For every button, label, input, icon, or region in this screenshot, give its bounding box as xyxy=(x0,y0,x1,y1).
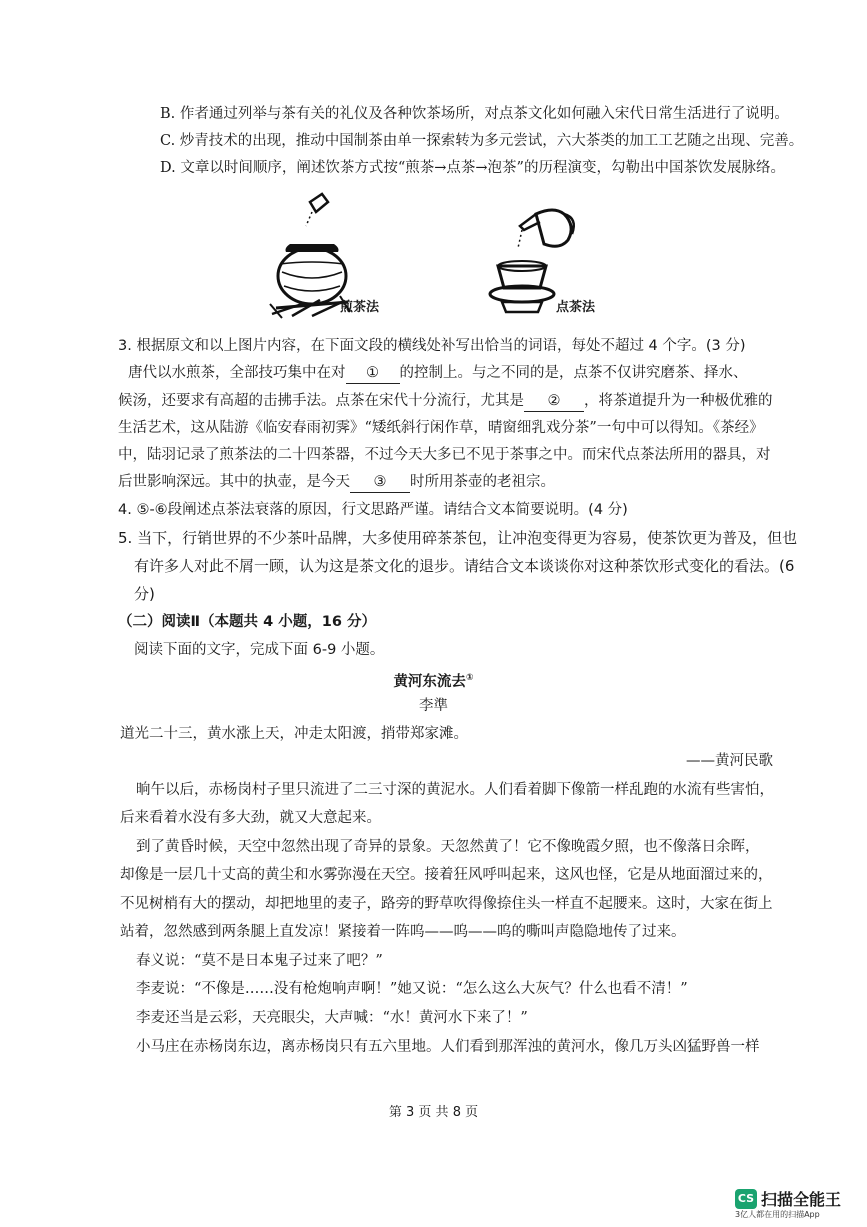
text-segment: 唐代以水煎茶，全部技巧集中在对 xyxy=(128,365,346,381)
epigraph-source: ——黄河民歌 xyxy=(686,753,773,769)
section-2-header: （二）阅读Ⅱ（本题共 4 小题，16 分） xyxy=(118,614,376,630)
blank-3: ③ xyxy=(350,472,410,493)
option-c: C. 炒青技术的出现，推动中国制茶由单一探索转为多元尝试，六大茶类的加工工艺随之出现、完善。 xyxy=(160,133,804,149)
story-title-text: 黄河东流去 xyxy=(393,673,466,690)
scanner-logo-icon: CS xyxy=(735,1189,757,1209)
blank-2: ② xyxy=(524,391,584,412)
boiling-tea-label: 煎茶法 xyxy=(340,300,380,315)
question-3-line: 中，陆羽记录了煎茶法的二十四茶器，不过今天大多已不见于茶事之中。而宋代点茶法所用的器具，对 xyxy=(118,447,771,463)
story-author: 李準 xyxy=(419,698,448,714)
dialogue-line: 李麦还当是云彩，天亮眼尖，大声喊：“水！黄河水下来了！” xyxy=(136,1010,528,1026)
scanner-tagline: 3亿人都在用的扫描App xyxy=(735,1210,820,1219)
section-2-instruction: 阅读下面的文字，完成下面 6-9 小题。 xyxy=(134,642,385,658)
scanner-watermark xyxy=(735,1185,853,1219)
whisked-tea-label: 点茶法 xyxy=(556,300,596,315)
question-3-line xyxy=(118,472,555,493)
dialogue-line: 李麦说：“不像是……没有枪炮响声啊！”她又说：“怎么这么大灰气？什么也看不清！” xyxy=(136,981,688,997)
story-paragraph: 不见树梢有大的摆动，却把地里的麦子，路旁的野草吹得像捺住头一样直不起腰来。这时，大家在街上 xyxy=(120,896,773,912)
story-paragraph: 晌午以后，赤杨岗村子里只流进了二三寸深的黄泥水。人们看着脚下像箭一样乱跑的水流有些害怕， xyxy=(136,782,774,798)
story-paragraph: 小马庄在赤杨岗东边，离赤杨岗只有五六里地。人们看到那浑浊的黄河水，像几万头凶猛野兽一样 xyxy=(136,1039,760,1055)
epigraph: 道光二十三，黄水涨上天，冲走太阳渡，捎带郑家滩。 xyxy=(120,726,468,742)
story-paragraph: 站着，忽然感到两条腿上直发凉！紧接着一阵呜——呜——呜的嘶叫声隐隐地传了过来。 xyxy=(120,924,686,940)
footnote-marker: ① xyxy=(465,673,474,683)
question-3-stem: 3. 根据原文和以上图片内容，在下面文段的横线处补写出恰当的词语，每处不超过 4 个字。(3 分) xyxy=(118,338,746,354)
boiling-tea-illustration xyxy=(262,192,352,322)
blank-1: ① xyxy=(346,363,400,384)
text-segment: ，将茶道提升为一种极优雅的 xyxy=(584,393,773,409)
story-paragraph: 后来看着水没有多大劲，就又大意起来。 xyxy=(120,810,381,826)
question-3-line: 生活艺术，这从陆游《临安春雨初霁》“矮纸斜行闲作草，晴窗细乳戏分茶”一句中可以得知。《茶经》 xyxy=(118,420,764,436)
question-4: 4. ⑤-⑥段阐述点茶法衰落的原因，行文思路严谨。请结合文本简要说明。(4 分) xyxy=(118,502,628,518)
question-3-line xyxy=(118,391,773,412)
story-paragraph: 却像是一层几十丈高的黄尘和水雾弥漫在天空。接着狂风呼叫起来，这风也怪，它是从地面溜过来的， xyxy=(120,867,773,883)
question-5-line: 有许多人对此不屑一顾，认为这是茶文化的退步。请结合文本谈谈你对这种茶饮形式变化的看法。(6 xyxy=(134,557,795,575)
question-5-line: 分) xyxy=(134,585,155,603)
scanner-app-name: 扫描全能王 xyxy=(761,1190,842,1209)
story-paragraph: 到了黄昏时候，天空中忽然出现了奇异的景象。天忽然黄了！它不像晚霞夕照，也不像落日余晖， xyxy=(136,839,760,855)
story-title xyxy=(0,668,867,692)
text-segment: 后世影响深远。其中的执壶，是今天 xyxy=(118,474,350,490)
option-d: D. 文章以时间顺序，阐述饮茶方式按“煎茶→点茶→泡茶”的历程演变，勾勒出中国茶饮发展脉络。 xyxy=(160,160,785,176)
question-3-line xyxy=(128,363,748,384)
text-segment: 候汤，还要求有高超的击拂手法。点茶在宋代十分流行，尤其是 xyxy=(118,393,524,409)
option-b: B. 作者通过列举与茶有关的礼仪及各种饮茶场所，对点茶文化如何融入宋代日常生活进行了说明。 xyxy=(160,106,789,122)
page-footer: 第 3 页 共 8 页 xyxy=(388,1105,479,1120)
text-segment: 的控制上。与之不同的是，点茶不仅讲究磨茶、择水、 xyxy=(399,365,748,381)
text-segment: 时所用茶壶的老祖宗。 xyxy=(410,474,555,490)
question-5-line: 5. 当下，行销世界的不少茶叶品牌，大多使用碎茶茶包，让冲泡变得更为容易，使茶饮更为普及，但也 xyxy=(118,529,798,547)
dialogue-line: 春义说：“莫不是日本鬼子过来了吧？” xyxy=(136,953,383,969)
